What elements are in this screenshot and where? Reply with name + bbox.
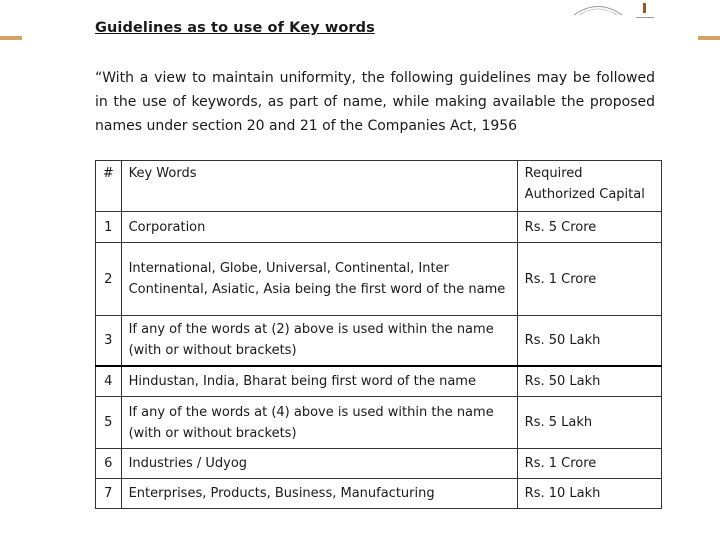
- row-keywords: Enterprises, Products, Business, Manufacturing: [121, 479, 517, 509]
- emblem-logo: [570, 2, 626, 16]
- table-row: [96, 397, 662, 449]
- row-capital: Rs. 50 Lakh: [517, 316, 661, 366]
- row-keywords: Hindustan, India, Bharat being first word of the name: [121, 366, 517, 397]
- right-accent-bar: [698, 36, 720, 40]
- row-capital: Rs. 5 Crore: [517, 212, 661, 243]
- left-accent-bar: [0, 36, 22, 40]
- row-num: 4: [96, 366, 122, 397]
- row-capital: Rs. 10 Lakh: [517, 479, 661, 509]
- corner-logo-mark: [636, 3, 654, 18]
- table-row: [96, 449, 662, 479]
- table-row: [96, 212, 662, 243]
- header-num: #: [96, 161, 122, 212]
- row-capital: Rs. 50 Lakh: [517, 366, 661, 397]
- row-num: 3: [96, 316, 122, 366]
- table-row: [96, 243, 662, 316]
- page-heading: Guidelines as to use of Key words: [95, 20, 375, 36]
- row-num: 1: [96, 212, 122, 243]
- row-capital: Rs. 5 Lakh: [517, 397, 661, 449]
- row-keywords: If any of the words at (2) above is used within the name (with or without brackets): [121, 316, 517, 366]
- header-keywords: Key Words: [121, 161, 517, 212]
- row-keywords: If any of the words at (4) above is used within the name (with or without brackets): [121, 397, 517, 449]
- row-num: 7: [96, 479, 122, 509]
- row-num: 2: [96, 243, 122, 316]
- table-row: [96, 366, 662, 397]
- intro-paragraph: “With a view to maintain uniformity, the following guidelines may be followed in the use of keywords, as part of name, while making available the proposed names under section 20 and 21 of the Companies Act, 1956: [95, 70, 655, 134]
- table-row: [96, 479, 662, 509]
- row-capital: Rs. 1 Crore: [517, 243, 661, 316]
- header-capital: Required Authorized Capital: [517, 161, 661, 212]
- row-num: 6: [96, 449, 122, 479]
- row-keywords: Industries / Udyog: [121, 449, 517, 479]
- table-row: [96, 316, 662, 366]
- keywords-table: [95, 160, 662, 509]
- row-keywords: Corporation: [121, 212, 517, 243]
- row-num: 5: [96, 397, 122, 449]
- row-capital: Rs. 1 Crore: [517, 449, 661, 479]
- table-header-row: [96, 161, 662, 212]
- row-keywords: International, Globe, Universal, Continental, Inter Continental, Asiatic, Asia being the first word of the name: [121, 243, 517, 316]
